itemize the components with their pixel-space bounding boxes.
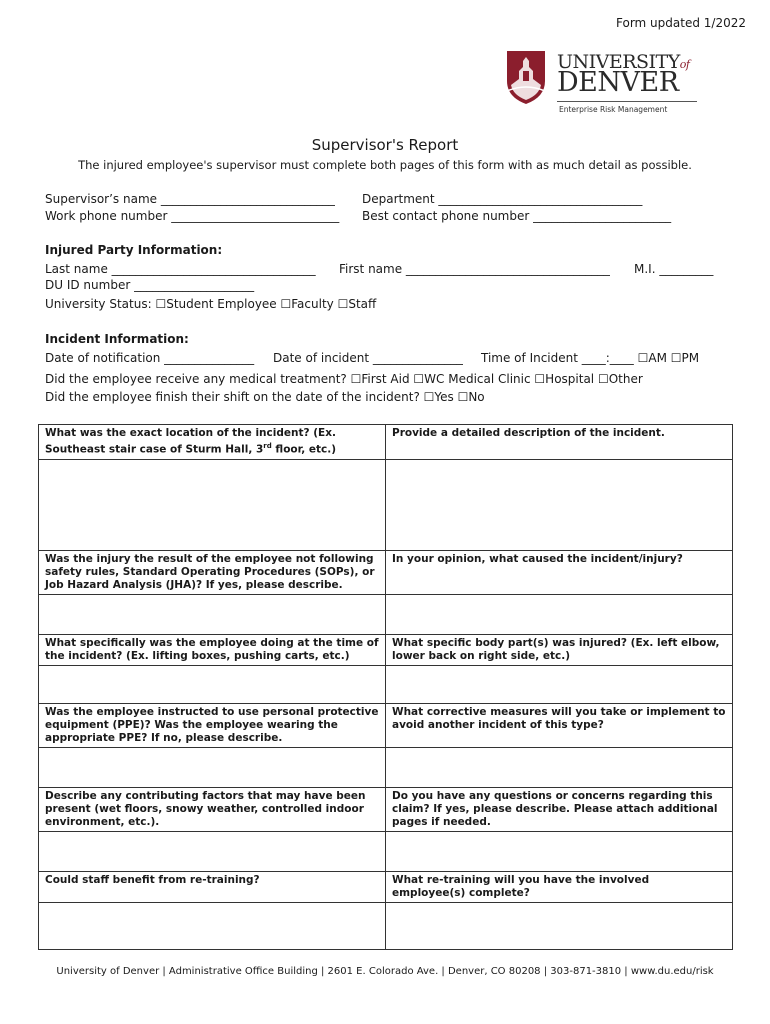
question-retraining-plan: What re-training will you have the involved employee(s) complete? — [386, 871, 733, 902]
middle-initial-field[interactable]: M.I. _________ — [634, 262, 714, 276]
finished-shift-options[interactable]: Did the employee finish their shift on the date of the incident? ☐Yes ☐No — [45, 390, 485, 404]
notification-date-field[interactable]: Date of notification _______________ — [45, 351, 255, 365]
answer-corrective-measures[interactable] — [386, 747, 733, 787]
best-phone-field[interactable]: Best contact phone number _______________________ — [362, 209, 672, 223]
university-status-options[interactable]: University Status: ☐Student Employee ☐Faculty ☐Staff — [45, 297, 377, 311]
du-logo — [505, 49, 697, 117]
answer-retraining-plan[interactable] — [386, 902, 733, 949]
question-body-part: What specific body part(s) was injured? (Ex. left elbow, lower back on right side, etc.) — [386, 634, 733, 665]
question-employee-activity: What specifically was the employee doing at the time of the incident? (Ex. lifting boxes, pushing carts, etc.) — [39, 634, 386, 665]
intro-text: The injured employee's supervisor must complete both pages of this form with as much detail as possible. — [78, 158, 692, 172]
question-cause: In your opinion, what caused the incident/injury? — [386, 550, 733, 594]
question-retraining-benefit: Could staff benefit from re-training? — [39, 871, 386, 902]
du-id-field[interactable]: DU ID number ____________________ — [45, 278, 255, 292]
footer-contact: University of Denver | Administrative Office Building | 2601 E. Colorado Ave. | Denver, CO 80208 | 303-871-3810 | www.du.edu/risk — [56, 966, 714, 977]
medical-treatment-options[interactable]: Did the employee receive any medical treatment? ☐First Aid ☐WC Medical Clinic ☐Hospital ☐Other — [45, 372, 643, 386]
form-updated-date: Form updated 1/2022 — [616, 16, 746, 30]
answer-body-part[interactable] — [386, 665, 733, 703]
question-contributing-factors: Describe any contributing factors that may have been present (wet floors, snowy weather, controlled indoor environment, etc.). — [39, 787, 386, 831]
question-location: What was the exact location of the incident? (Ex. Southeast stair case of Sturm Hall, 3rd floor, etc.) — [39, 425, 386, 460]
last-name-field[interactable]: Last name __________________________________ — [45, 262, 316, 276]
du-shield-icon — [505, 49, 547, 105]
logo-denver-word: DENVER — [557, 67, 679, 98]
answer-location[interactable] — [39, 459, 386, 550]
injured-party-heading: Injured Party Information: — [45, 243, 223, 257]
supervisor-name-field[interactable]: Supervisor’s name _____________________________ — [45, 192, 335, 206]
logo-divider — [557, 101, 697, 102]
answer-cause[interactable] — [386, 594, 733, 634]
incident-questions-table — [38, 424, 733, 950]
answer-retraining-benefit[interactable] — [39, 902, 386, 949]
question-ppe: Was the employee instructed to use personal protective equipment (PPE)? Was the employee wearing the appropriate PPE? If no, please describe. — [39, 703, 386, 747]
answer-concerns[interactable] — [386, 831, 733, 871]
question-concerns: Do you have any questions or concerns regarding this claim? If yes, please describe. Please attach additional pages if needed. — [386, 787, 733, 831]
incident-time-field[interactable]: Time of Incident ____:____ ☐AM ☐PM — [481, 351, 700, 365]
first-name-field[interactable]: First name __________________________________ — [339, 262, 610, 276]
logo-university-word: UNIVERSITYof — [557, 51, 690, 73]
incident-heading: Incident Information: — [45, 332, 189, 346]
question-corrective-measures: What corrective measures will you take or implement to avoid another incident of this type? — [386, 703, 733, 747]
logo-department: Enterprise Risk Management — [559, 105, 668, 114]
answer-safety-rules[interactable] — [39, 594, 386, 634]
page-title: Supervisor's Report — [311, 136, 459, 154]
question-description: Provide a detailed description of the incident. — [386, 425, 733, 460]
work-phone-field[interactable]: Work phone number ____________________________ — [45, 209, 340, 223]
incident-date-field[interactable]: Date of incident _______________ — [273, 351, 463, 365]
answer-contributing-factors[interactable] — [39, 831, 386, 871]
answer-description[interactable] — [386, 459, 733, 550]
question-safety-rules: Was the injury the result of the employee not following safety rules, Standard Operating Procedures (SOPs), or Job Hazard Analysis (JHA)? If yes, please describe. — [39, 550, 386, 594]
answer-employee-activity[interactable] — [39, 665, 386, 703]
answer-ppe[interactable] — [39, 747, 386, 787]
department-field[interactable]: Department __________________________________ — [362, 192, 643, 206]
